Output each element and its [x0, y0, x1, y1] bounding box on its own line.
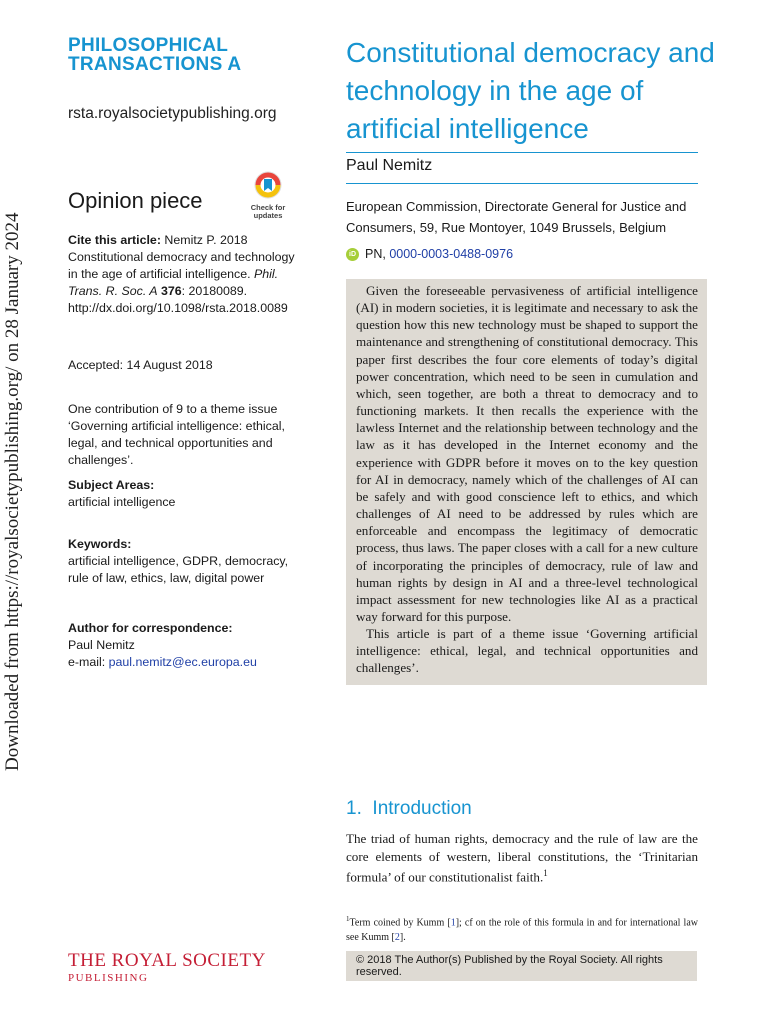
abstract-box: [346, 279, 707, 685]
cite-text: Nemitz P. 2018 Constitutional democracy and technology in the age of artificial intelligence.: [68, 233, 295, 281]
reference-link-1[interactable]: 1: [450, 917, 456, 929]
download-note: Downloaded from https://royalsocietypublishing.org/ on 28 January 2024: [2, 212, 23, 771]
cite-doi[interactable]: http://dx.doi.org/10.1098/rsta.2018.0089: [68, 301, 288, 315]
correspondence-label: Author for correspondence:: [68, 621, 233, 635]
section-number: 1.: [346, 798, 362, 819]
citation: [68, 232, 298, 317]
subject-label: Subject Areas:: [68, 478, 155, 492]
author-divider: [346, 183, 698, 184]
abstract-paragraph-2: This article is part of a theme issue ‘Governing artificial intelligence: ethical, legal, and technical opportunities and challenges’.: [356, 626, 698, 676]
section-title: Introduction: [372, 798, 472, 819]
keywords-label: Keywords:: [68, 537, 132, 551]
abstract-paragraph-1: Given the foreseeable pervasiveness of artificial intelligence (AI) in modern societies, it is legitimate and necessary to ask the question how this new technology must be shaped to support the maintenance and strengthening of constitutional democracy. This paper first describes the four core elements of today’s digital power concentration, which need to be seen in cumulation and which, seen together, are both a threat to democracy and to functioning markets. It then recalls the experience with the lawless Internet and the relationship between technology and the law as it has developed in the Internet economy and the experience with GDPR before it moves on to the key question for AI in democracy, namely which of the challenges of AI can be safely and with good conscience left to ethics, and which challenges of AI need to be addressed by rules which are enforceable and encompass the legitimacy of democratic process, thus laws. The paper closes with a call for a new culture of incorporating the principles of democracy, rule of law and human rights by design in AI and a three-level technological impact assessment for new technologies like AI as a practical way forward for this purpose.: [356, 283, 698, 624]
footnote-number: 1: [346, 915, 350, 923]
title-divider: [346, 152, 698, 153]
email-label: e-mail:: [68, 655, 109, 669]
journal-site[interactable]: rsta.royalsocietypublishing.org: [68, 105, 277, 122]
author-name: Paul Nemitz: [346, 157, 433, 174]
accepted-date: Accepted: 14 August 2018: [68, 358, 213, 372]
publisher-name: THE ROYAL SOCIETY: [68, 950, 266, 971]
cite-journal: Phil. Trans. R. Soc. A: [68, 267, 279, 298]
copyright-notice: © 2018 The Author(s) Published by the Royal Society. All rights reserved.: [346, 951, 697, 981]
check-updates-line2: updates: [253, 211, 283, 220]
cite-volume: 376: [160, 284, 182, 298]
cite-label: Cite this article:: [68, 233, 161, 247]
correspondence: [68, 620, 298, 671]
footnote: [346, 912, 698, 945]
check-updates-line1: Check for: [250, 203, 286, 212]
publisher-sub: PUBLISHING: [68, 972, 149, 984]
correspondence-name: Paul Nemitz: [68, 638, 135, 652]
footnote-mark[interactable]: 1: [543, 868, 548, 878]
orcid: [346, 247, 513, 261]
intro-paragraph: [346, 830, 698, 886]
orcid-link[interactable]: 0000-0003-0488-0976: [389, 247, 514, 261]
footnote-text-1: Term coined by Kumm [: [349, 917, 451, 929]
subject-areas: [68, 477, 298, 511]
email-link[interactable]: paul.nemitz@ec.europa.eu: [108, 655, 257, 669]
check-for-updates-badge[interactable]: [247, 171, 289, 220]
check-for-updates-label: [247, 204, 289, 220]
publisher-logo: [68, 950, 266, 984]
keywords-value: artificial intelligence, GDPR, democracy, rule of law, ethics, law, digital power: [68, 554, 289, 585]
keywords: [68, 536, 298, 587]
intro-text: The triad of human rights, democracy and the rule of law are the core elements of western, liberal constitutions, the ‘Trinitarian formula’ of our constitutionalist faith.: [346, 831, 698, 885]
footnote-text-2: ]; cf on the role of this formula in and for international law see Kumm [: [346, 917, 698, 944]
affiliation: European Commission, Directorate General for Justice and Consumers, 59, Rue Montoyer, 1049 Brussels, Belgium: [346, 199, 687, 235]
subject-value: artificial intelligence: [68, 495, 176, 509]
reference-link-2[interactable]: 2: [394, 932, 400, 944]
journal-name-line2: TRANSACTIONS A: [68, 54, 242, 75]
journal-name-line1: PHILOSOPHICAL: [68, 35, 229, 56]
section-heading: [346, 798, 472, 820]
journal-name: [68, 36, 241, 74]
article-type: Opinion piece: [68, 188, 203, 213]
bookmark-icon: [254, 171, 282, 199]
cite-pages: : 20180089.: [181, 284, 248, 298]
orcid-icon: iD: [346, 248, 359, 261]
orcid-initials: PN,: [365, 247, 390, 261]
article-title: Constitutional democracy and technology in the age of artificial intelligence: [346, 37, 715, 144]
theme-note: One contribution of 9 to a theme issue ‘Governing artificial intelligence: ethical, legal, and technical opportunities and challenges’.: [68, 402, 285, 467]
footnote-text-3: ].: [399, 932, 406, 944]
